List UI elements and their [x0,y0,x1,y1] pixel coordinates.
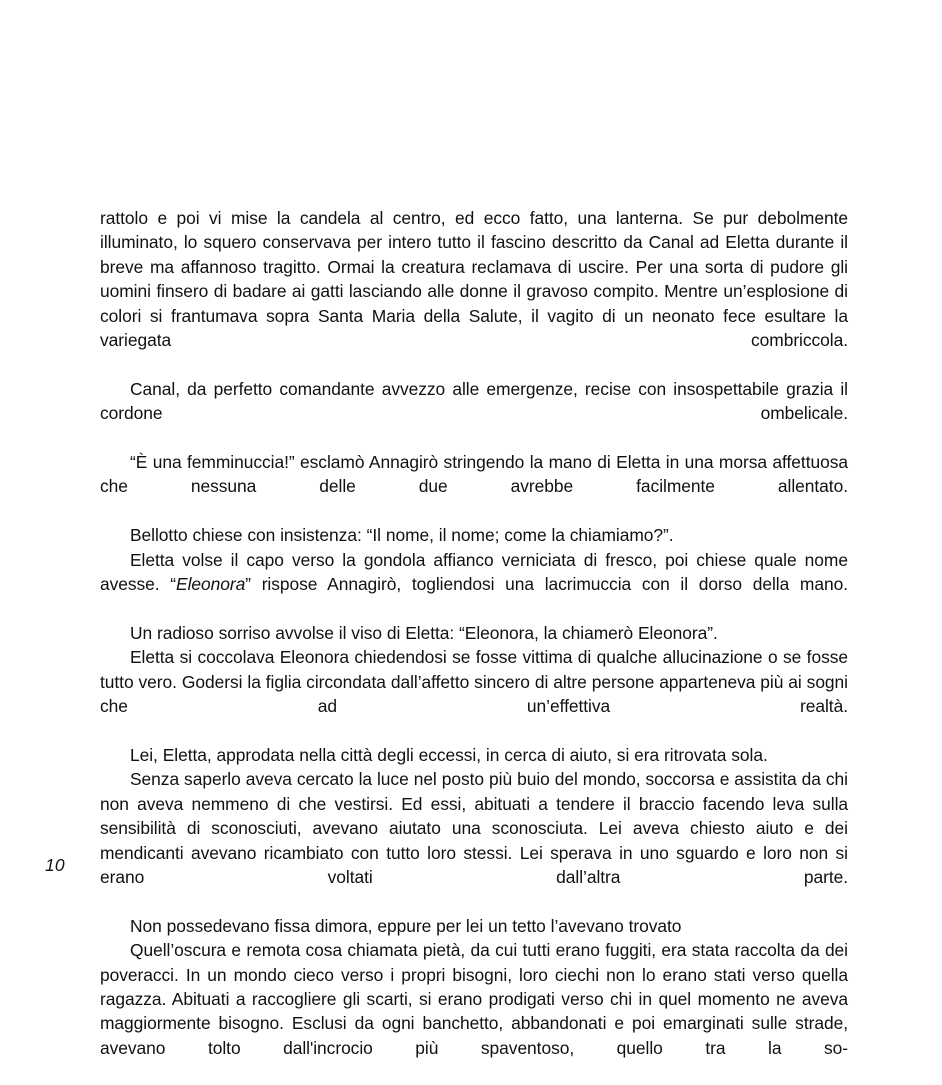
paragraph-with-italic [100,548,848,621]
paragraph: Un radioso sorriso avvolse il viso di Eletta: “Eleonora, la chiamerò Eleonora”. [130,622,718,643]
italic-name-eleonora: Eleonora [176,574,246,595]
paragraph-text-after-italic: ” rispose Annagirò, togliendosi una lacrimuccia con il dorso della mano. [245,574,848,595]
paragraph: Bellotto chiese con insistenza: “Il nome, il nome; come la chiamiamo?”. [130,525,674,546]
paragraph-last: Quell’oscura e remota cosa chiamata pietà, da cui tutti erano fuggiti, era stata raccolta da dei poveracci. In un mondo cieco verso i propri bisogni, loro ciechi non lo erano stati verso quella ragazza. Abituati a raccogliere gli scarti, si erano prodigati verso chi in quel momento ne aveva maggiormente bisogno. Esclusi da ogni banchetto, abbandonati e poi emarginati sulle strade, avevano tolto dall'incrocio più spaventoso, quello tra la so- [100,940,848,1058]
paragraph: Senza saperlo aveva cercato la luce nel posto più buio del mondo, soccorsa e assistita da chi non aveva nemmeno di che vestirsi. Ed essi, abituati a tendere il braccio facendo leva sulla sensibilità di sconosciuti, avevano aiutato una sconosciuta. Lei aveva chiesto aiuto e dei mendicanti avevano ricambiato con tutto loro stessi. Lei sperava in uno sguardo e loro non si erano voltati dall’altra parte. [100,769,848,887]
paragraph-continuation: rattolo e poi vi mise la candela al centro, ed ecco fatto, una lanterna. Se pur debolmente illuminato, lo squero conservava per intero tutto il fascino descritto da Canal ad Eletta durante il breve ma affannoso tragitto. Ormai la creatura reclamava di uscire. Per una sorta di pudore gli uomini finsero di badare ai gatti lasciando alle donne il gravoso compito. Mentre un’esplosione di colori si frantumava sopra Santa Maria della Salute, il vagito di un neonato fece esultare la variegata combriccola. [100,208,848,351]
body-text-column [100,206,848,1085]
paragraph: Non possedevano fissa dimora, eppure per lei un tetto l’avevano trovato [130,915,682,936]
page-number: 10 [45,855,65,875]
paragraph: “È una femminuccia!” esclamò Annagirò stringendo la mano di Eletta in una morsa affettuosa che nessuna delle due avrebbe facilmente allentato. [100,452,848,497]
paragraph: Canal, da perfetto comandante avvezzo alle emergenze, recise con insospettabile grazia il cordone ombelicale. [100,378,848,424]
paragraph: Eletta si coccolava Eleonora chiedendosi se fosse vittima di qualche allucinazione o se fosse tutto vero. Godersi la figlia circondata dall’affetto sincero di altre persone apparteneva più ai sogni che ad un’effettiva realtà. [100,647,848,717]
paragraph: Lei, Eletta, approdata nella città degli eccessi, in cerca di aiuto, si era ritrovata sola. [130,744,768,765]
paragraph-text-before-italic: Eletta volse il capo verso la gondola affianco verniciata di fresco, poi chiese quale nome avesse. “ [100,549,848,595]
